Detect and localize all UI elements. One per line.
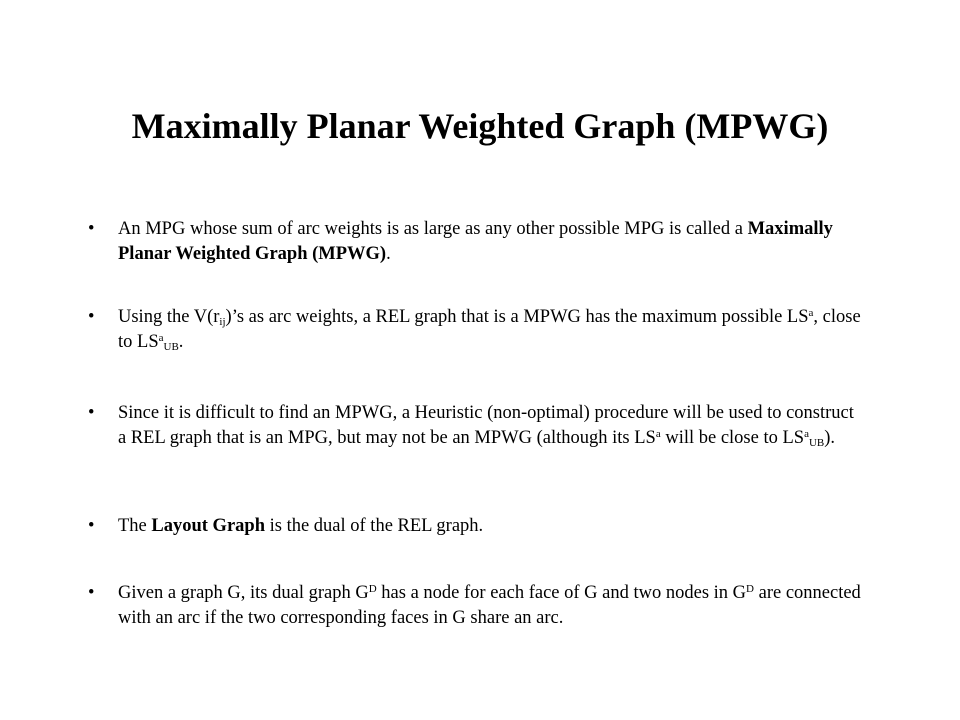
bullet-text-segment: , close to LS [118, 307, 861, 352]
superscript: a [804, 428, 809, 440]
bullet-text-segment: will be close to LS [660, 428, 805, 448]
bullet-text-segment: Using the V(r [118, 307, 220, 327]
bullet-text [118, 581, 863, 631]
superscript: D [746, 583, 754, 595]
bullet-marker: • [88, 403, 95, 423]
bullet-bold-term: Layout Graph [151, 516, 265, 536]
bullet-text [118, 401, 863, 451]
bullet-text-segment: )’s as arc weights, a REL graph that is a MPWG has the maximum possible LS [225, 307, 809, 327]
bullet-marker: • [88, 583, 95, 603]
bullet-text-segment: . [178, 332, 184, 352]
bullet-text-segment: Since it is difficult to find an MPWG, a Heuristic (non-optimal) procedure will be used to construct a REL graph that is an MPG, but may not be an MPWG (although its LS [118, 403, 854, 448]
bullet-text-segment: are connected with an arc if the two corresponding faces in G share an arc. [118, 583, 861, 628]
subscript: UB [808, 437, 825, 449]
bullet-text-segment: . [386, 244, 391, 264]
bullet-text-segment: The [118, 516, 152, 536]
slide-title: Maximally Planar Weighted Graph (MPWG) [131, 106, 829, 146]
bullet-text-segment: Given a graph G, its dual graph G [118, 583, 369, 603]
superscript: a [808, 307, 814, 319]
bullet-marker: • [88, 219, 95, 239]
bullet-text [118, 217, 863, 267]
bullet-bold-term: Maximally Planar Weighted Graph (MPWG) [118, 219, 833, 264]
bullet-text [118, 305, 863, 355]
bullet-text-segment: An MPG whose sum of arc weights is as large as any other possible MPG is called a [118, 219, 743, 239]
superscript: a [655, 428, 661, 440]
subscript: UB [163, 341, 179, 353]
bullet-marker: • [88, 307, 95, 327]
superscript: a [158, 332, 164, 344]
bullet-text-segment: ). [824, 428, 836, 448]
bullet-text [118, 514, 863, 539]
superscript: D [368, 583, 377, 595]
bullet-text-segment: has a node for each face of G and two nodes in G [376, 583, 747, 603]
bullet-marker: • [88, 516, 95, 536]
bullet-text-segment: is the dual of the REL graph. [264, 516, 484, 536]
subscript: ij [219, 316, 226, 328]
